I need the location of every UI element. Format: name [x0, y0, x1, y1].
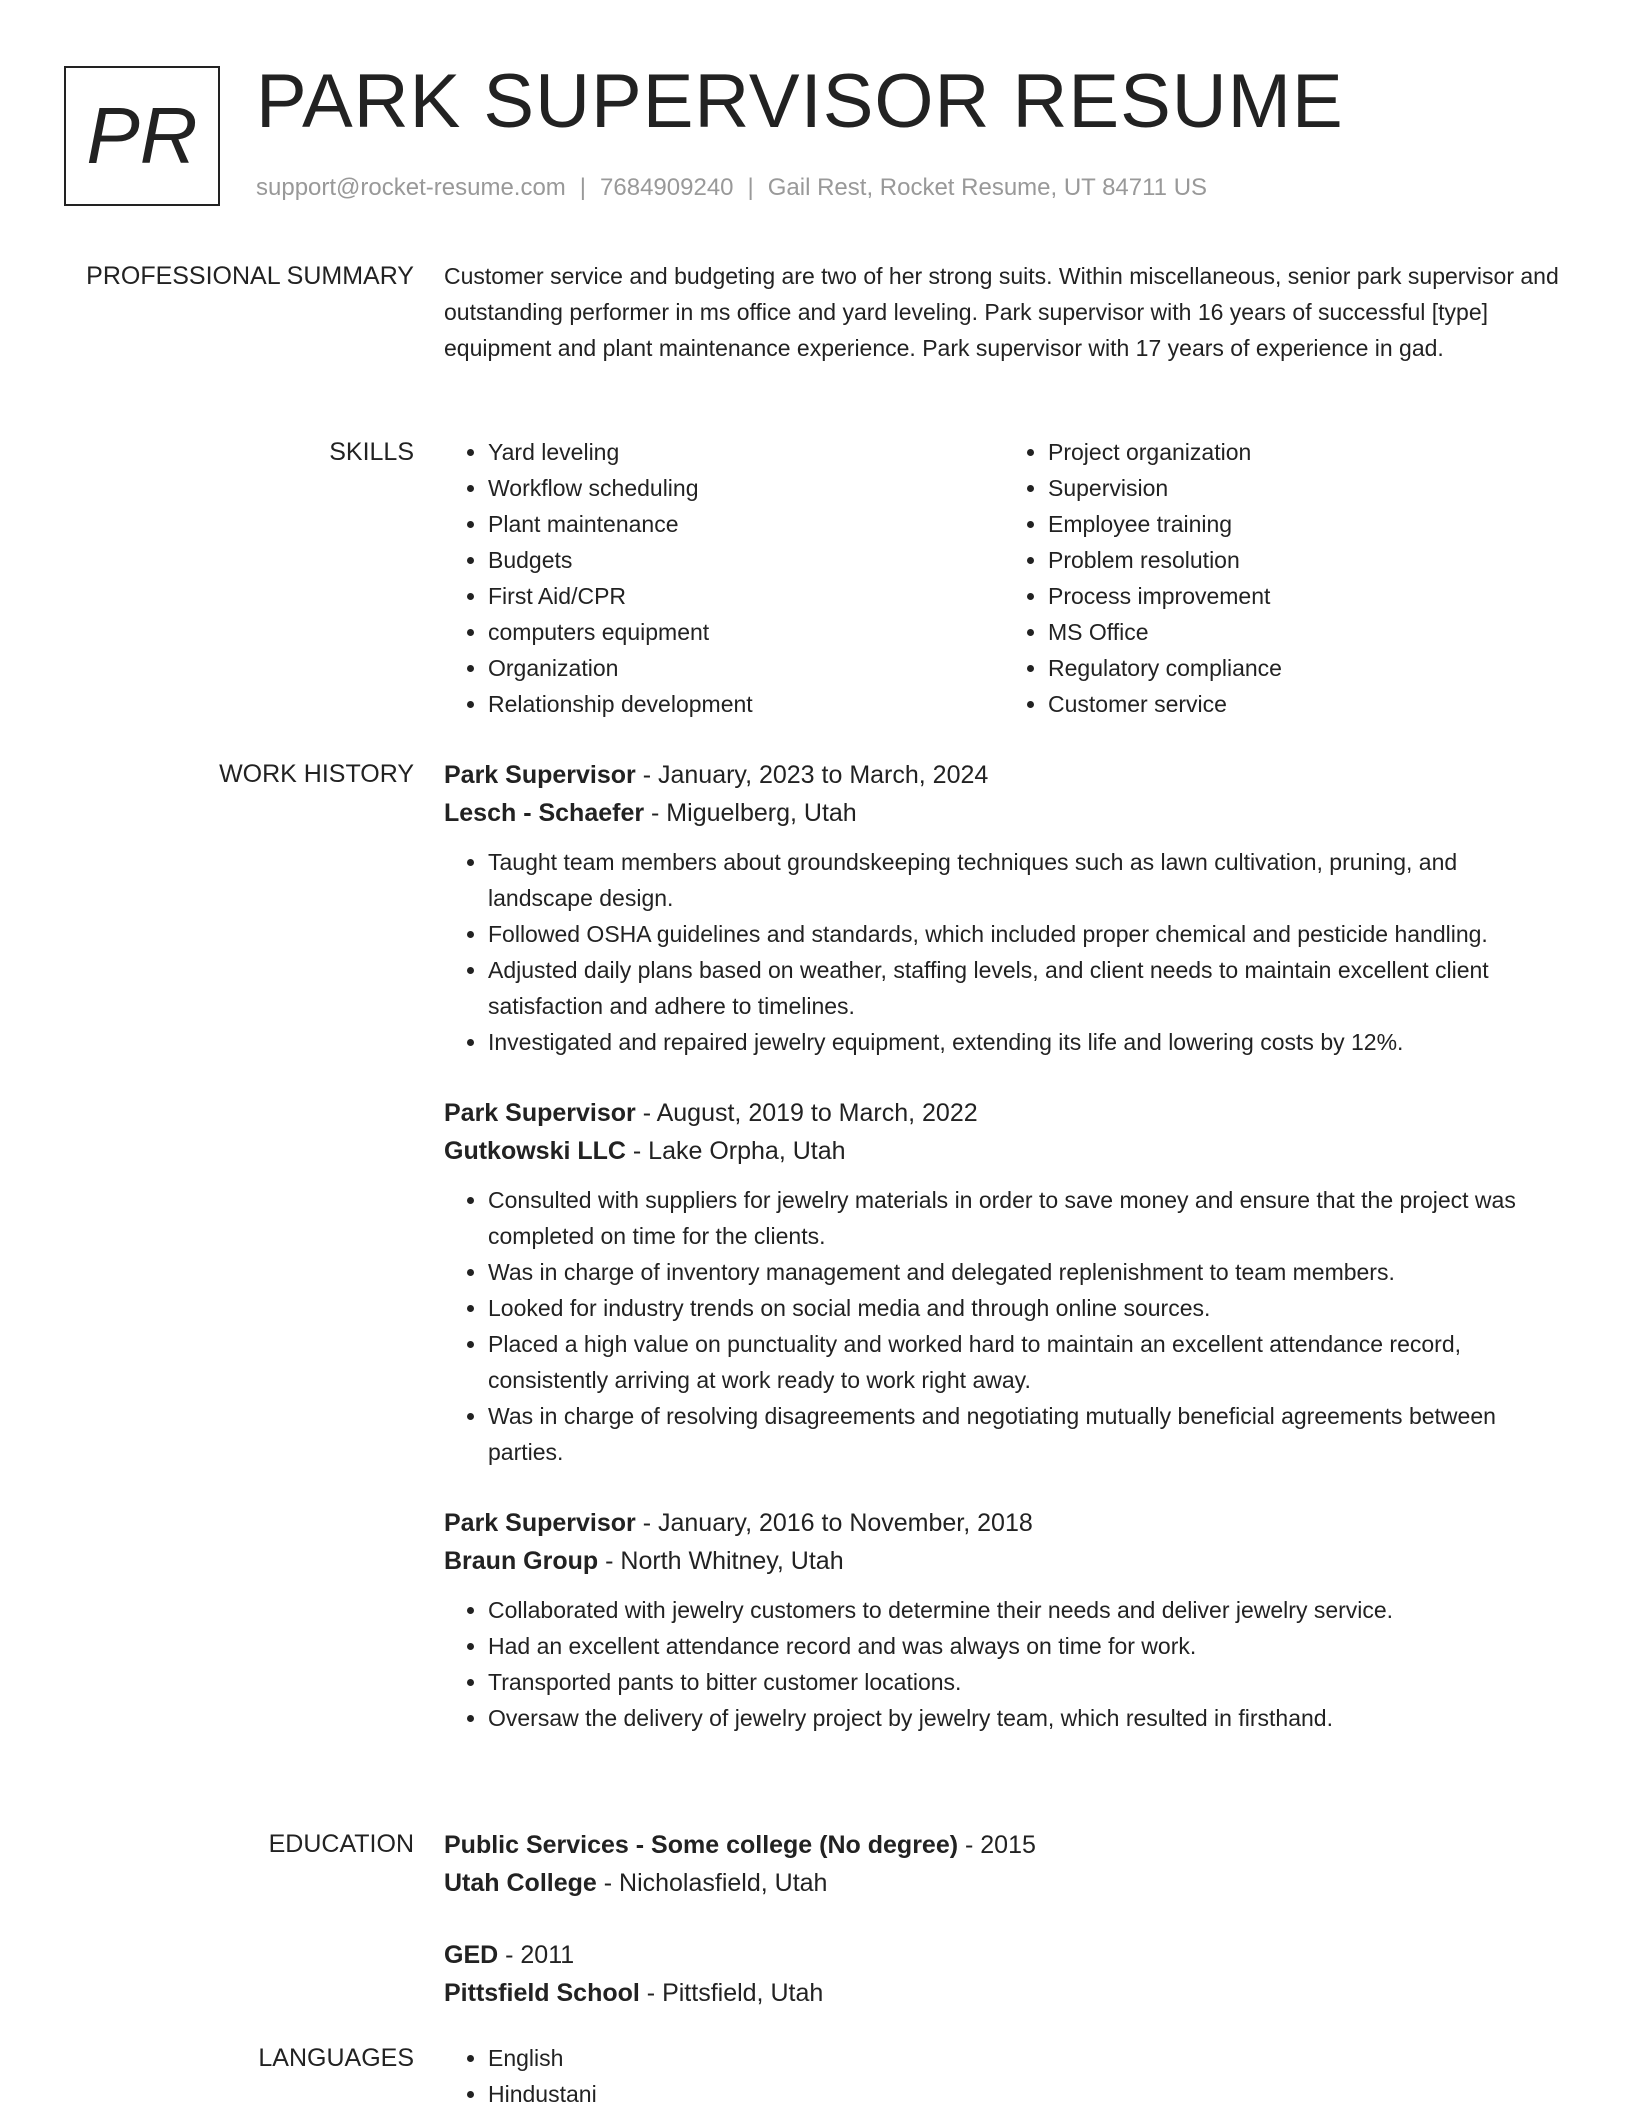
job-title: Park Supervisor [444, 1099, 636, 1127]
job-company: Braun Group [444, 1547, 599, 1575]
job-bullet: • Adjusted daily plans based on weather, staffing levels, and client needs to maintain excellent client satisfaction and adhere to timelines. [488, 952, 1564, 1024]
education-entry [444, 1826, 1564, 1902]
page-title: PARK SUPERVISOR RESUME [256, 59, 1344, 144]
skill-item: • Supervision [1048, 470, 1564, 506]
contact-separator: | [579, 174, 587, 201]
entry-spacer [444, 1902, 1564, 1936]
job-entry [444, 1504, 1564, 1736]
job-bullets [444, 1592, 1564, 1736]
work-history-content [444, 756, 1564, 1736]
education-degree-line [444, 1936, 1564, 1974]
skills-content [444, 434, 1564, 722]
skill-item: • Project organization [1048, 434, 1564, 470]
education-degree: Public Services - Some college (No degree) [444, 1831, 959, 1859]
education-school: Pittsfield School [444, 1979, 640, 2007]
skill-item: • Yard leveling [488, 434, 1004, 470]
job-bullet: • Was in charge of resolving disagreements and negotiating mutually beneficial agreements between parties. [488, 1398, 1564, 1470]
skill-item: • Relationship development [488, 686, 1004, 722]
education-location: - Pittsfield, Utah [639, 1979, 824, 2007]
job-bullet: • Followed OSHA guidelines and standards, which included proper chemical and pesticide handling. [488, 916, 1564, 952]
job-entry [444, 1094, 1564, 1470]
job-company: Gutkowski LLC [444, 1137, 626, 1165]
skill-item: • Organization [488, 650, 1004, 686]
job-location: - Lake Orpha, Utah [625, 1137, 846, 1165]
job-title: Park Supervisor [444, 761, 636, 789]
skill-item: • Customer service [1048, 686, 1564, 722]
job-bullet: • Consulted with suppliers for jewelry materials in order to save money and ensure that the project was completed on time for the clients. [488, 1182, 1564, 1254]
contact-separator: | [747, 174, 754, 201]
education-label: EDUCATION [268, 1830, 414, 1858]
skill-item: • Process improvement [1048, 578, 1564, 614]
job-location: - North Whitney, Utah [598, 1547, 844, 1575]
contact-phone: 7684909240 [600, 174, 734, 201]
job-title-line [444, 756, 1564, 794]
skill-item: • Regulatory compliance [1048, 650, 1564, 686]
job-dates: - August, 2019 to March, 2022 [635, 1099, 978, 1127]
job-location: - Miguelberg, Utah [644, 799, 857, 827]
contact-address: Gail Rest, Rocket Resume, UT 84711 US [767, 174, 1208, 201]
job-bullet: • Oversaw the delivery of jewelry project by jewelry team, which resulted in firsthand. [488, 1700, 1564, 1736]
skill-item: • Employee training [1048, 506, 1564, 542]
education-year: - 2015 [958, 1831, 1036, 1859]
education-school-line [444, 1864, 1564, 1902]
skill-item: • Workflow scheduling [488, 470, 1004, 506]
job-bullet: • Was in charge of inventory management and delegated replenishment to team members. [488, 1254, 1564, 1290]
skills-list-left [444, 434, 1004, 722]
job-bullet: • Placed a high value on punctuality and worked hard to maintain an excellent attendance record, consistently arriving at work ready to work right away. [488, 1326, 1564, 1398]
skills-label: SKILLS [329, 438, 414, 466]
language-item: • Hindustani [488, 2076, 1564, 2112]
languages-list [444, 2040, 1564, 2112]
job-company-line [444, 1542, 1564, 1580]
job-bullet: • Looked for industry trends on social media and through online sources. [488, 1290, 1564, 1326]
education-degree: GED [444, 1941, 499, 1969]
skill-item: • Problem resolution [1048, 542, 1564, 578]
monogram-box [64, 66, 220, 206]
summary-content [444, 258, 1564, 366]
education-content [444, 1826, 1564, 2012]
job-bullets [444, 1182, 1564, 1470]
summary-label: PROFESSIONAL SUMMARY [86, 262, 414, 290]
languages-label: LANGUAGES [258, 2044, 414, 2072]
job-bullet: • Investigated and repaired jewelry equipment, extending its life and lowering costs by 12%. [488, 1024, 1564, 1060]
summary-text: Customer service and budgeting are two of her strong suits. Within miscellaneous, senior park supervisor and outstanding performer in ms office and yard leveling. Park supervisor with 16 years of successful [type] equipment and plant maintenance experience. Park supervisor with 17 years of experience in gad. [444, 263, 1559, 361]
entry-spacer [444, 1470, 1564, 1504]
job-bullet: • Had an excellent attendance record and was always on time for work. [488, 1628, 1564, 1664]
job-bullet: • Transported pants to bitter customer locations. [488, 1664, 1564, 1700]
entry-spacer [444, 1060, 1564, 1094]
job-title-line [444, 1504, 1564, 1542]
job-bullets [444, 844, 1564, 1060]
skill-item: • First Aid/CPR [488, 578, 1004, 614]
job-company-line [444, 1132, 1564, 1170]
job-entry [444, 756, 1564, 1060]
language-item: • English [488, 2040, 1564, 2076]
skill-item: • MS Office [1048, 614, 1564, 650]
work-history-label: WORK HISTORY [219, 760, 414, 788]
job-title-line [444, 1094, 1564, 1132]
contact-line [256, 174, 1207, 202]
monogram-initials: PR [86, 91, 198, 180]
skill-item: • Budgets [488, 542, 1004, 578]
contact-email: support@rocket-resume.com [256, 174, 566, 201]
skills-list-right [1004, 434, 1564, 722]
education-degree-line [444, 1826, 1564, 1864]
job-company-line [444, 794, 1564, 832]
education-school-line [444, 1974, 1564, 2012]
languages-content [444, 2040, 1564, 2112]
job-bullet: • Collaborated with jewelry customers to determine their needs and deliver jewelry service. [488, 1592, 1564, 1628]
education-year: - 2011 [498, 1941, 575, 1969]
job-title: Park Supervisor [444, 1509, 636, 1537]
job-bullet: • Taught team members about groundskeeping techniques such as lawn cultivation, pruning, and landscape design. [488, 844, 1564, 916]
job-dates: - January, 2016 to November, 2018 [635, 1509, 1033, 1537]
education-entry [444, 1936, 1564, 2012]
skill-item: • Plant maintenance [488, 506, 1004, 542]
skill-item: • computers equipment [488, 614, 1004, 650]
job-dates: - January, 2023 to March, 2024 [635, 761, 989, 789]
education-location: - Nicholasfield, Utah [596, 1869, 828, 1897]
job-company: Lesch - Schaefer [444, 799, 645, 827]
education-school: Utah College [444, 1869, 597, 1897]
